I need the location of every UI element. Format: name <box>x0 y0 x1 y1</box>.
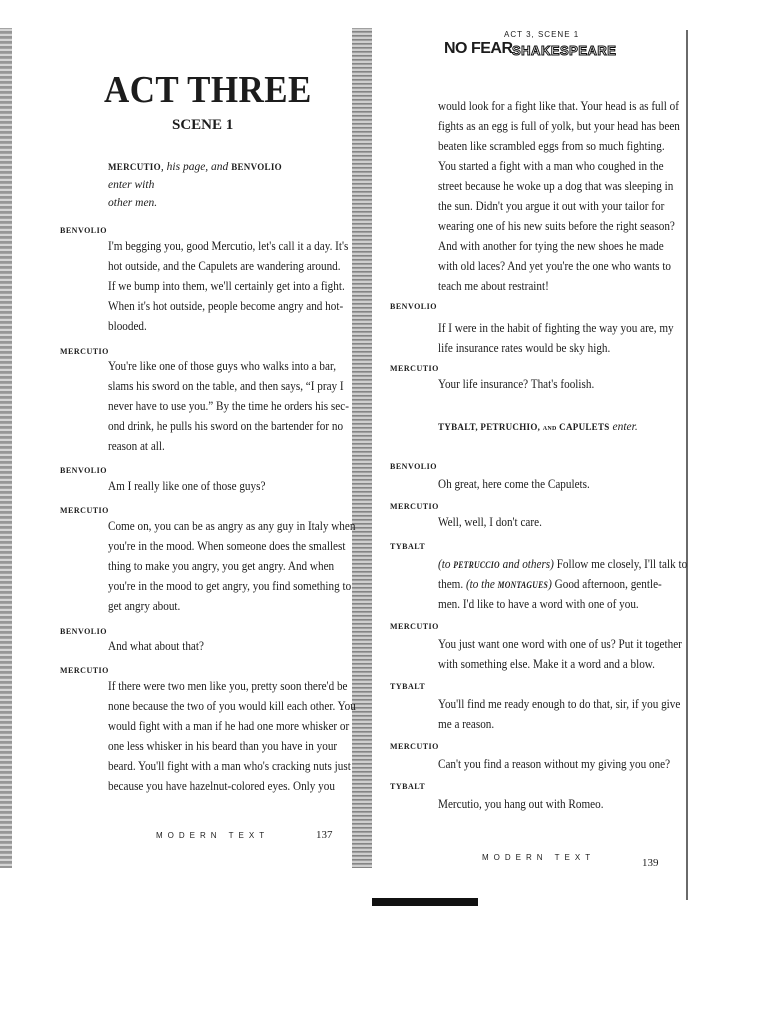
speech-line: Well, well, I don't care. <box>438 514 542 529</box>
speech-line: none because the two of you would kill each other. You <box>108 698 356 713</box>
speech-line: hot outside, and the Capulets are wandering around. <box>108 258 341 273</box>
speech-line: beaten like scrambled eggs from so much fighting. <box>438 138 665 153</box>
speech-line: Your life insurance? That's foolish. <box>438 376 595 391</box>
speaker-name: MERCUTIO <box>390 502 439 511</box>
right-page <box>372 0 692 1024</box>
speech-line: You just want one word with one of us? Put it together <box>438 636 682 651</box>
speech-line: If we bump into them, we'll certainly get into a fight. <box>108 278 345 293</box>
speaker-name: MERCUTIO <box>390 622 439 631</box>
speaker-name: BENVOLIO <box>390 462 437 471</box>
speaker-name: MERCUTIO <box>60 666 109 675</box>
speech-line: beard. You'll fight with a man who's cracking nuts just <box>108 758 351 773</box>
speech-line: blooded. <box>108 318 147 333</box>
speech-line: slams his sword on the table, and then says, “I pray I <box>108 378 344 393</box>
speech-line: men. I'd like to have a word with one of you. <box>438 596 639 611</box>
speech-line: with old laces? And yet you're the one who wants to <box>438 258 672 273</box>
speech-line: one less whisker in his beard than you have in your <box>108 738 338 753</box>
speech-line: with something else. Make it a word and a blow. <box>438 656 655 671</box>
speaker-name: BENVOLIO <box>60 627 107 636</box>
speech-line: because you have hazelnut-colored eyes. Only you <box>108 778 335 793</box>
speech-line: And what about that? <box>108 638 204 653</box>
speech-line: street because he woke up a dog that was sleeping in <box>438 178 674 193</box>
stage-direction: MERCUTIO, his page, and BENVOLIO enter with other men. <box>108 161 282 209</box>
stage-direction: TYBALT, PETRUCHIO, and CAPULETS enter. <box>438 421 638 433</box>
speech-line: fights as an egg is full of yolk, but your head has been <box>438 118 680 133</box>
speaker-name: TYBALT <box>390 782 426 791</box>
speech-line: Can't you find a reason without my giving you one? <box>438 756 671 771</box>
speaker-name: MERCUTIO <box>390 742 439 751</box>
speech-line: me a reason. <box>438 716 495 731</box>
logo-shakespeare: SHAKESPEARE <box>512 43 617 58</box>
footer-label: MODERN TEXT <box>482 853 596 862</box>
speech-line: the sun. Didn't you argue it out with your tailor for <box>438 198 665 213</box>
speaker-name: BENVOLIO <box>60 466 107 475</box>
speech-line: Come on, you can be as angry as any guy in Italy when <box>108 518 356 533</box>
scene-title: SCENE 1 <box>172 117 234 133</box>
speech-line: you're in the mood to get angry, you find something to <box>108 578 352 593</box>
speech-line: If I were in the habit of fighting the way you are, my <box>438 320 674 335</box>
speech-line: would look for a fight like that. Your head is as full of <box>438 98 679 113</box>
speech-line: You're like one of those guys who walks into a bar, <box>108 358 337 373</box>
speech-line: And with another for tying the new shoes he made <box>438 238 664 253</box>
speaker-name: TYBALT <box>390 542 426 551</box>
speech-line: ond drink, he pulls his sword on the bartender for no <box>108 418 344 433</box>
left-page <box>0 0 356 1024</box>
running-header: ACT 3, SCENE 1 <box>504 30 580 39</box>
speech-line: You'll find me ready enough to do that, sir, if you give <box>438 696 681 711</box>
speech-line: get angry about. <box>108 598 181 613</box>
logo-no-fear: NO FEAR <box>444 40 513 57</box>
speech-line: would fight with a man if he had one more whisker or <box>108 718 350 733</box>
speaker-name: MERCUTIO <box>60 347 109 356</box>
act-title: ACT THREE <box>104 69 312 111</box>
speech-line: wearing one of his new suits before the right season? <box>438 218 675 233</box>
speech-line: teach me about restraint! <box>438 278 549 293</box>
speech-line: You started a fight with a man who coughed in the <box>438 158 664 173</box>
speech-line: (to PETRUCCIO and others) Follow me closely, I'll talk to <box>438 556 688 571</box>
speech-line: Oh great, here come the Capulets. <box>438 476 590 491</box>
speaker-name: BENVOLIO <box>60 226 107 235</box>
speaker-name: MERCUTIO <box>390 364 439 373</box>
speech-line: reason at all. <box>108 438 165 453</box>
speech-line: When it's hot outside, people become angry and hot- <box>108 298 344 313</box>
speech-line: you're in the mood. When someone does the smallest <box>108 538 346 553</box>
speaker-name: MERCUTIO <box>60 506 109 515</box>
page-number: 137 <box>316 829 333 841</box>
scan-gutter-middle <box>352 28 372 868</box>
speech-line: Am I really like one of those guys? <box>108 478 266 493</box>
footer-label: MODERN TEXT <box>156 831 270 840</box>
speaker-name: BENVOLIO <box>390 302 437 311</box>
speech-line: Mercutio, you hang out with Romeo. <box>438 796 604 811</box>
speaker-name: TYBALT <box>390 682 426 691</box>
speech-line: thing to make you angry, you get angry. And when <box>108 558 335 573</box>
speech-line: never have to use you.” By the time he orders his sec- <box>108 398 349 413</box>
speech-line: I'm begging you, good Mercutio, let's call it a day. It's <box>108 238 349 253</box>
page-number: 139 <box>642 857 659 869</box>
speech-line: If there were two men like you, pretty soon there'd be <box>108 678 348 693</box>
speech-line: life insurance rates would be sky high. <box>438 340 611 355</box>
speech-line: them. (to the MONTAGUES) Good afternoon, gentle- <box>438 576 662 591</box>
